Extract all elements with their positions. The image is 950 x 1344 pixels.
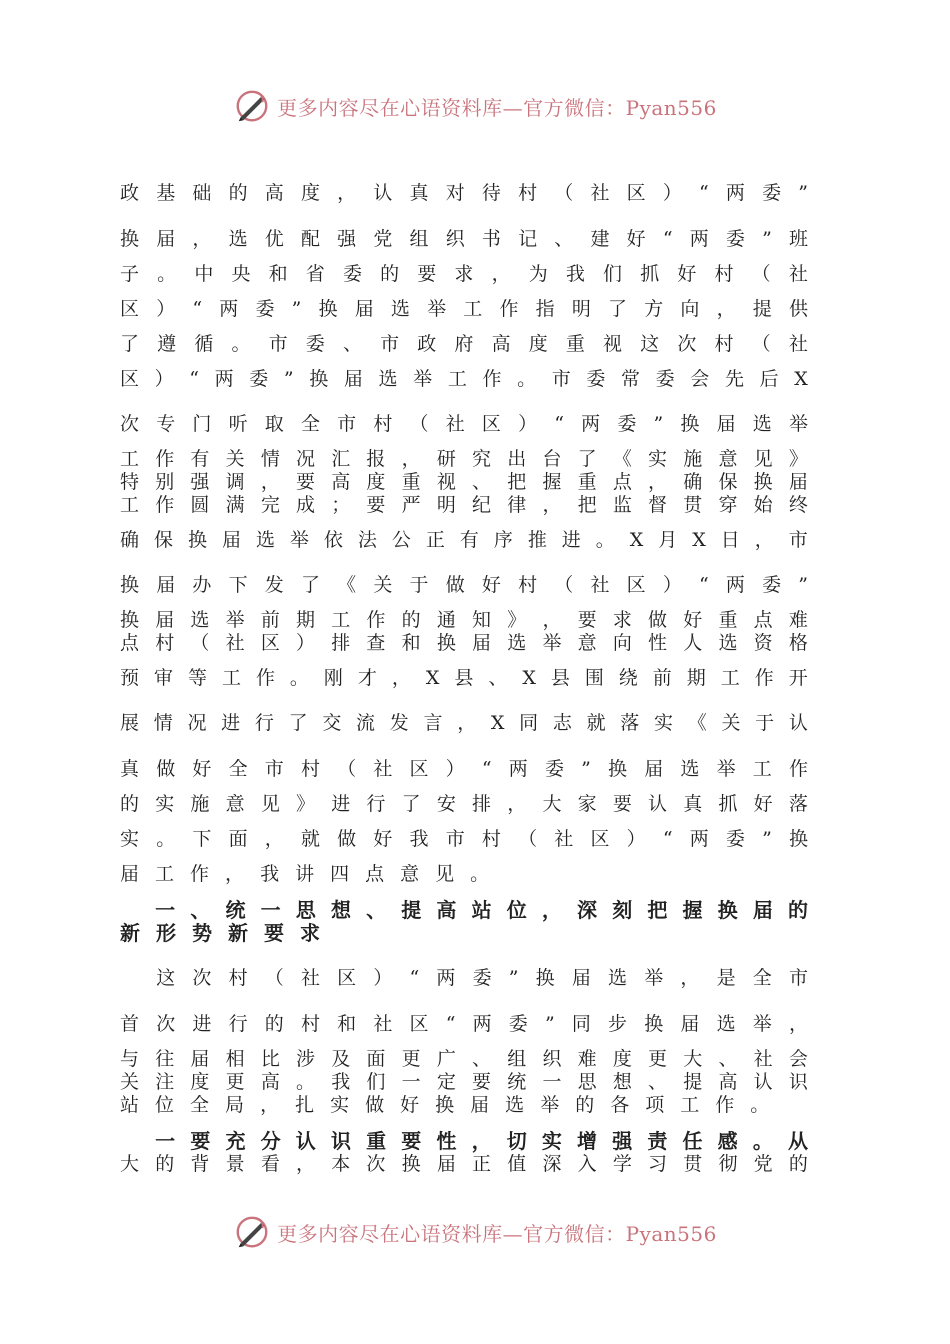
text-line: 届 工 作 ， 我 讲 四 点 意 见 。 <box>120 863 490 885</box>
text-line: 区 ） “ 两 委 ” 换 届 选 举 工 作 指 明 了 方 向 ， 提 供 <box>120 298 808 320</box>
footer-watermark <box>0 1210 950 1254</box>
text-line: 政 基 础 的 高 度 ， 认 真 对 待 村 （ 社 区 ） “ 两 委 ” <box>120 182 808 204</box>
text-line: 预 审 等 工 作 。 刚 才 ， X 县 、 X 县 围 绕 前 期 工 作 开 <box>120 667 808 689</box>
text-line: 展 情 况 进 行 了 交 流 发 言 ， X 同 志 就 落 实 《 关 于 认 <box>120 712 808 734</box>
text-line: 次 专 门 听 取 全 市 村 （ 社 区 ） “ 两 委 ” 换 届 选 举 <box>120 413 808 435</box>
pen-logo-icon <box>233 1213 271 1251</box>
text-line: 换 届 办 下 发 了 《 关 于 做 好 村 （ 社 区 ） “ 两 委 ” <box>120 574 808 596</box>
footer-watermark-text: 更多内容尽在心语资料库—官方微信：Pyan556 <box>277 1221 717 1246</box>
text-line: 首 次 进 行 的 村 和 社 区 “ 两 委 ” 同 步 换 届 选 举 ， <box>120 1013 808 1035</box>
text-line: 换 届 ， 选 优 配 强 党 组 织 书 记 、 建 好 “ 两 委 ” 班 <box>120 228 808 250</box>
text-line: 区 ） “ 两 委 ” 换 届 选 举 工 作 。 市 委 常 委 会 先 后 X <box>120 368 808 390</box>
text-line: 真 做 好 全 市 村 （ 社 区 ） “ 两 委 ” 换 届 选 举 工 作 <box>120 758 808 780</box>
text-line: 换 届 选 举 前 期 工 作 的 通 知 》 ， 要 求 做 好 重 点 难 <box>120 609 808 631</box>
text-line: 关 注 度 更 高 。 我 们 一 定 要 统 一 思 想 、 提 高 认 识 <box>120 1071 808 1093</box>
text-line: 子 。 中 央 和 省 委 的 要 求 ， 为 我 们 抓 好 村 （ 社 <box>120 263 808 285</box>
text-line: 了 遵 循 。 市 委 、 市 政 府 高 度 重 视 这 次 村 （ 社 <box>120 333 808 355</box>
text-line: 站 位 全 局 ， 扎 实 做 好 换 届 选 举 的 各 项 工 作 。 <box>120 1094 770 1116</box>
text-line: 特 别 强 调 ， 要 高 度 重 视 、 把 握 重 点 ， 确 保 换 届 <box>120 471 808 493</box>
text-line: 新 形 势 新 要 求 <box>120 921 320 945</box>
text-line: 一 、 统 一 思 想 、 提 高 站 位 ， 深 刻 把 握 换 届 的 <box>155 898 808 922</box>
text-line: 点 村 （ 社 区 ） 排 查 和 换 届 选 举 意 向 性 人 选 资 格 <box>120 632 808 654</box>
text-line: 确 保 换 届 选 举 依 法 公 正 有 序 推 进 。 X 月 X 日 ， 市 <box>120 529 808 551</box>
text-line: 这 次 村 （ 社 区 ） “ 两 委 ” 换 届 选 举 ， 是 全 市 <box>156 967 808 989</box>
text-line: 实 。 下 面 ， 就 做 好 我 市 村 （ 社 区 ） “ 两 委 ” 换 <box>120 828 808 850</box>
text-line: 工 作 圆 满 完 成 ； 要 严 明 纪 律 ， 把 监 督 贯 穿 始 终 <box>120 494 808 516</box>
header-watermark <box>0 84 950 128</box>
text-line: 一 要 充 分 认 识 重 要 性 ， 切 实 增 强 责 任 感 。 从 <box>155 1129 808 1153</box>
text-line: 的 实 施 意 见 》 进 行 了 安 排 ， 大 家 要 认 真 抓 好 落 <box>120 793 808 815</box>
text-line: 大 的 背 景 看 ， 本 次 换 届 正 值 深 入 学 习 贯 彻 党 的 <box>120 1153 808 1175</box>
text-line: 工 作 有 关 情 况 汇 报 ， 研 究 出 台 了 《 实 施 意 见 》 <box>120 448 808 470</box>
text-line: 与 往 届 相 比 涉 及 面 更 广 、 组 织 难 度 更 大 、 社 会 <box>120 1048 808 1070</box>
header-watermark-text: 更多内容尽在心语资料库—官方微信：Pyan556 <box>277 95 717 120</box>
pen-logo-icon <box>233 87 271 125</box>
